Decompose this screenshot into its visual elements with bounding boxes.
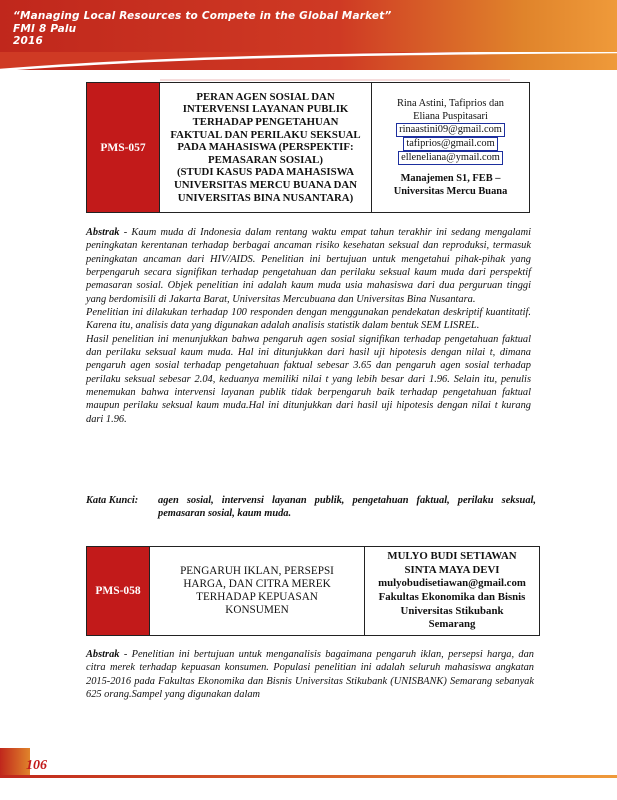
abstract-paragraph: Penelitian ini dilakukan terhadap 100 responden dengan menggunakan pendekatan deskriptif kuantitatif. Karena itu, analisis data yang digunakan adalah analisis statistik dalam bentuk SEM LISREL. xyxy=(86,307,531,332)
header-swoosh xyxy=(0,52,617,82)
abstract-paragraph: Hasil penelitian ini menunjukkan bahwa pengaruh agen sosial signifikan terhadap pengetahuan faktual dan perilaku seksual kaum muda. Hal ini ditunjukkan dari hasil uji hipotesis dengan nilai t, dimana pengaruh agen sosial terhadap pengetahuan faktual sebesar 3.65 dan pengaruh agen sosial terhadap perilaku seksual sebesar 2.04, keduanya memiliki nilai t yang lebih besar dari 1.96. Selain itu, penulis menemukan bahwa intervensi layanan publik tidak berpengaruh baik terhadap pengetahuan faktual maupun perilaku seksual kaum muda.Hal ini ditunjukkan dari hasil uji hipotesis dengan nilai t kurang dari 1.96. xyxy=(86,333,531,425)
entry-authors xyxy=(372,83,530,213)
title-line: TERHADAP KEPUASAN xyxy=(196,591,318,603)
email-link[interactable]: mulyobudisetiawan@gmail.com xyxy=(378,577,526,590)
title-line: TERHADAP PENGETAHUAN xyxy=(192,116,339,129)
abstract-1 xyxy=(86,226,531,426)
affiliation: Universitas Mercu Buana xyxy=(393,186,508,197)
affiliation: Universitas Stikubank xyxy=(400,604,504,617)
title-line: PEMASARAN SOSIAL) xyxy=(208,153,323,166)
author-name: MULYO BUDI SETIAWAN xyxy=(387,550,517,563)
title-line: PENGARUH IKLAN, PERSEPSI xyxy=(180,564,334,577)
affiliation: Fakultas Ekonomika dan Bisnis xyxy=(378,591,526,603)
author-names: Rina Astini, Tafiprios dan xyxy=(396,98,505,109)
entry-table-1 xyxy=(86,82,530,213)
affiliation: Manajemen S1, FEB – xyxy=(400,173,501,184)
header-text xyxy=(13,10,391,48)
entry-code: PMS-057 xyxy=(87,83,160,213)
affiliation: Semarang xyxy=(428,618,476,631)
email-link[interactable]: rinaastini09@gmail.com xyxy=(396,123,505,137)
entry-table-2 xyxy=(86,546,540,636)
title-line: HARGA, DAN CITRA MEREK xyxy=(183,577,331,590)
entry-title xyxy=(150,547,365,636)
entry-title xyxy=(160,83,372,213)
abstract-2 xyxy=(86,648,534,701)
abstract-label: Abstrak xyxy=(86,227,120,238)
keywords-label: Kata Kunci: xyxy=(86,495,139,506)
footer-bar xyxy=(0,775,617,778)
abstract-paragraph: Abstrak - Kaum muda di Indonesia dalam rentang waktu empat tahun terakhir ini sedang mengalami peningkatan kerentanan terhadap berbagai ancaman risiko kesehatan seksual dan reproduksi, termasuk peningkatan ancaman dari HIV/AIDS. Penelitian ini bertujuan untuk mengetahui pihak-pihak yang berpengaruh secara signifikan terhadap pengetahuan dan perilaku seksual kaum muda dari perspektif pemasaran sosial. Objek penelitian ini adalah kaum muda usia mahasiswa dari dua perguruan tinggi yang berdomisili di Jakarta Barat, Universitas Mercubuana dan Universitas Bina Nusantara. xyxy=(86,227,531,305)
title-line: PADA MAHASISWA (PERSPEKTIF: xyxy=(177,141,354,154)
title-line: UNIVERSITAS MERCU BUANA DAN xyxy=(173,178,358,191)
author-name: SINTA MAYA DEVI xyxy=(404,563,500,576)
abstract-paragraph: Abstrak - Penelitian ini bertujuan untuk menganalisis bagaimana pengaruh iklan, persepsi harga, dan citra merek terhadap kepuasan konsumen. Populasi penelitian ini adalah seluruh mahasiswa angkatan 2015-2016 pada Fakultas Ekonomika dan Bisnis Universitas Stikubank (UNISBANK) Semarang sebanyak 625 orang.Sampel yang digunakan dalam xyxy=(86,649,534,701)
title-line: FAKTUAL DAN PERILAKU SEKSUAL xyxy=(170,128,361,141)
conference-year: 2016 xyxy=(13,35,44,47)
keywords-text: agen sosial, intervensi layanan publik, pengetahuan faktual, perilaku seksual, pemasaran sosial, kaum muda. xyxy=(158,495,536,520)
email-link[interactable]: elleneliana@ymail.com xyxy=(398,151,503,165)
page-number: 106 xyxy=(26,758,47,773)
title-line: KONSUMEN xyxy=(225,604,289,617)
entry-code: PMS-058 xyxy=(87,547,150,636)
conference-theme: “Managing Local Resources to Compete in the Global Market” xyxy=(13,10,392,22)
title-line: PERAN AGEN SOSIAL DAN xyxy=(196,90,335,103)
conference-name: FMI 8 Palu xyxy=(13,22,77,35)
entry-authors xyxy=(365,547,540,636)
abstract-label: Abstrak xyxy=(86,649,120,660)
title-line: UNIVERSITAS BINA NUSANTARA) xyxy=(177,191,354,204)
title-line: INTERVENSI LAYANAN PUBLIK xyxy=(182,103,349,116)
email-link[interactable]: tafiprios@gmail.com xyxy=(403,137,497,151)
author-names: Eliana Puspitasari xyxy=(413,111,488,122)
title-line: (STUDI KASUS PADA MAHASISWA xyxy=(176,166,355,179)
